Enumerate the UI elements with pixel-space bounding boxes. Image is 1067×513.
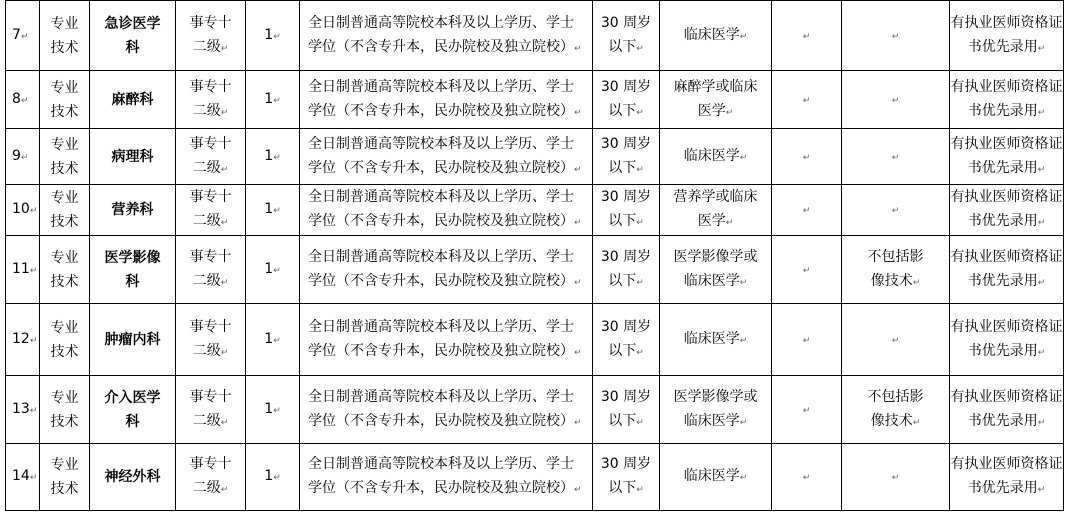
category-cell-line: 专业 [50, 389, 79, 406]
grade-cell [176, 376, 246, 444]
count-cell [246, 304, 300, 376]
paragraph-mark: ↵ [29, 335, 38, 346]
paragraph-mark: ↵ [574, 107, 582, 118]
major-cell [660, 71, 772, 129]
age-cell [593, 129, 660, 185]
grade-cell-line: 二级↵ [192, 480, 229, 496]
age-cell [593, 185, 660, 236]
education-cell-line: 全日制普通高等院校本科及以上学历、学士 [308, 14, 574, 31]
age-cell-line: 以下↵ [608, 342, 644, 359]
count-cell [246, 376, 300, 444]
education-cell-line: 学位（不含专升本，民办院校及独立院校）↵ [308, 213, 582, 229]
category-cell [40, 71, 90, 129]
department-cell-line: 急诊医学 [104, 15, 161, 32]
department-cell [90, 444, 176, 511]
education-cell-line: 全日制普通高等院校本科及以上学历、学士 [308, 388, 574, 405]
category-cell-line: 技术 [50, 103, 79, 120]
paragraph-mark: ↵ [220, 347, 229, 358]
count-cell [246, 129, 300, 185]
education-cell [300, 236, 593, 304]
paragraph-mark: ↵ [636, 485, 644, 495]
note-cell [950, 376, 1064, 444]
paragraph-mark: ↵ [1037, 347, 1046, 358]
grade-cell-line: 事专十 [189, 456, 232, 472]
count-text: 1 [264, 26, 274, 43]
extra-cell-1 [772, 304, 842, 376]
row-number-text: 7 [12, 26, 21, 43]
education-cell-line: 学位（不含专升本，民办院校及独立院校）↵ [308, 159, 582, 176]
note-cell [950, 444, 1064, 511]
extra-cell-2 [842, 185, 950, 236]
education-cell-line: 全日制普通高等院校本科及以上学历、学士 [308, 135, 574, 152]
table-row [6, 129, 1064, 185]
major-cell-line: 医学↵ [697, 102, 734, 119]
grade-cell-line: 事专十 [189, 189, 232, 205]
table-body [6, 1, 1064, 511]
paragraph-mark: ↵ [802, 473, 811, 483]
grade-cell-line: 二级↵ [192, 159, 229, 176]
major-cell [660, 444, 772, 511]
department-cell-line: 科 [125, 273, 140, 290]
count-text: 1 [264, 90, 274, 107]
paragraph-mark: ↵ [220, 485, 229, 495]
paragraph-mark: ↵ [20, 31, 29, 42]
paragraph-mark: ↵ [636, 417, 644, 428]
grade-cell-line: 二级↵ [192, 272, 229, 289]
education-cell-line: 全日制普通高等院校本科及以上学历、学士 [308, 78, 574, 95]
note-cell [950, 236, 1064, 304]
paragraph-mark: ↵ [220, 277, 229, 288]
paragraph-mark: ↵ [574, 277, 582, 288]
count-text: 1 [264, 468, 274, 484]
table-row [6, 1, 1064, 71]
note-cell-line: 书优先录用↵ [967, 213, 1046, 229]
education-cell [300, 185, 593, 236]
row-number-text: 14 [12, 468, 30, 484]
paragraph-mark: ↵ [29, 473, 38, 483]
department-cell [90, 376, 176, 444]
major-cell-line: 医学↵ [697, 213, 734, 229]
age-cell-line: 以下↵ [608, 213, 644, 229]
row-number [6, 185, 40, 236]
paragraph-mark: ↵ [29, 405, 38, 416]
major-cell-line: 临床医学↵ [683, 468, 748, 484]
count-text: 1 [264, 330, 274, 347]
major-cell-line: 临床医学↵ [683, 147, 748, 164]
row-number-text: 13 [12, 400, 30, 417]
paragraph-mark: ↵ [273, 206, 281, 216]
recruitment-table [5, 0, 1064, 511]
major-cell [660, 129, 772, 185]
paragraph-mark: ↵ [802, 265, 811, 276]
paragraph-mark: ↵ [891, 473, 900, 483]
category-cell-line: 技术 [50, 481, 79, 497]
department-cell-line: 科 [125, 39, 140, 56]
age-cell-line: 30 周岁 [600, 456, 652, 472]
count-cell [246, 1, 300, 71]
table-row [6, 304, 1064, 376]
grade-cell-line: 事专十 [189, 248, 232, 265]
row-number [6, 71, 40, 129]
paragraph-mark: ↵ [574, 417, 582, 428]
age-cell-line: 30 周岁 [600, 388, 652, 405]
age-cell [593, 236, 660, 304]
extra-cell-1 [772, 71, 842, 129]
grade-cell-line: 事专十 [189, 135, 232, 152]
department-cell-line: 营养科 [111, 202, 154, 218]
category-cell-line: 技术 [50, 413, 79, 430]
major-cell [660, 304, 772, 376]
paragraph-mark: ↵ [574, 164, 582, 175]
extra-cell-2 [842, 71, 950, 129]
paragraph-mark: ↵ [273, 152, 281, 163]
paragraph-mark: ↵ [891, 95, 900, 106]
extra-cell-1 [772, 236, 842, 304]
major-cell-line: 临床医学↵ [683, 272, 748, 289]
major-cell [660, 185, 772, 236]
paragraph-mark: ↵ [636, 347, 644, 358]
extra-cell-1 [772, 1, 842, 71]
paragraph-mark: ↵ [29, 265, 38, 276]
paragraph-mark: ↵ [739, 277, 748, 288]
grade-cell-line: 二级↵ [192, 38, 229, 55]
paragraph-mark: ↵ [739, 417, 748, 428]
paragraph-mark: ↵ [739, 152, 748, 163]
grade-cell [176, 304, 246, 376]
education-cell-line: 全日制普通高等院校本科及以上学历、学士 [308, 318, 574, 335]
grade-cell [176, 129, 246, 185]
category-cell-line: 技术 [50, 214, 79, 230]
major-cell-line: 营养学或临床 [673, 189, 758, 205]
paragraph-mark: ↵ [273, 95, 281, 106]
paragraph-mark: ↵ [891, 31, 900, 42]
paragraph-mark: ↵ [739, 31, 748, 42]
note-cell-line: 书优先录用↵ [967, 480, 1046, 496]
major-cell-line: 医学影像学或 [673, 388, 758, 405]
paragraph-mark: ↵ [574, 347, 582, 358]
education-cell-line: 全日制普通高等院校本科及以上学历、学士 [308, 456, 574, 472]
paragraph-mark: ↵ [802, 95, 811, 106]
count-cell [246, 185, 300, 236]
category-cell [40, 304, 90, 376]
category-cell-line: 技术 [50, 160, 79, 177]
paragraph-mark: ↵ [739, 473, 748, 483]
age-cell [593, 1, 660, 71]
row-number [6, 304, 40, 376]
table-row [6, 185, 1064, 236]
count-cell [246, 444, 300, 511]
education-cell-line: 全日制普通高等院校本科及以上学历、学士 [308, 189, 574, 205]
paragraph-mark: ↵ [220, 43, 229, 54]
education-cell [300, 304, 593, 376]
major-cell [660, 376, 772, 444]
education-cell-line: 学位（不含专升本，民办院校及独立院校）↵ [308, 412, 582, 429]
age-cell [593, 444, 660, 511]
extra-cell-2 [842, 444, 950, 511]
row-number [6, 1, 40, 71]
category-cell-line: 专业 [50, 190, 79, 206]
note-cell-line: 有执业医师资格证 [950, 78, 1063, 95]
paragraph-mark: ↵ [912, 417, 921, 428]
row-number-text: 10 [12, 201, 30, 217]
note-cell-line: 书优先录用↵ [967, 342, 1046, 359]
age-cell-line: 30 周岁 [600, 135, 652, 152]
category-cell [40, 129, 90, 185]
paragraph-mark: ↵ [636, 164, 644, 175]
age-cell-line: 以下↵ [608, 412, 644, 429]
note-cell-line: 有执业医师资格证 [950, 135, 1063, 152]
major-cell-line: 临床医学↵ [683, 412, 748, 429]
paragraph-mark: ↵ [220, 107, 229, 118]
major-cell [660, 1, 772, 71]
department-cell [90, 71, 176, 129]
grade-cell-line: 二级↵ [192, 342, 229, 359]
paragraph-mark: ↵ [739, 335, 748, 346]
paragraph-mark: ↵ [1037, 107, 1046, 118]
extra-cell-1 [772, 129, 842, 185]
category-cell-line: 专业 [50, 79, 79, 96]
education-cell [300, 444, 593, 511]
note-cell [950, 185, 1064, 236]
paragraph-mark: ↵ [725, 218, 734, 228]
age-cell-line: 30 周岁 [600, 189, 652, 205]
grade-cell-line: 事专十 [189, 388, 232, 405]
grade-cell [176, 71, 246, 129]
extra-cell-2-line: 不包括影 [867, 248, 924, 265]
grade-cell [176, 444, 246, 511]
extra-cell-1 [772, 376, 842, 444]
paragraph-mark: ↵ [1037, 417, 1046, 428]
age-cell-line: 以下↵ [608, 159, 644, 176]
age-cell-line: 以下↵ [608, 102, 644, 119]
paragraph-mark: ↵ [273, 265, 281, 276]
age-cell [593, 304, 660, 376]
department-cell [90, 185, 176, 236]
table-row [6, 71, 1064, 129]
paragraph-mark: ↵ [20, 95, 29, 106]
note-cell-line: 有执业医师资格证 [950, 14, 1063, 31]
age-cell-line: 30 周岁 [600, 248, 652, 265]
paragraph-mark: ↵ [802, 206, 811, 216]
paragraph-mark: ↵ [636, 218, 644, 228]
count-cell [246, 236, 300, 304]
note-cell-line: 有执业医师资格证 [950, 318, 1063, 335]
paragraph-mark: ↵ [273, 473, 281, 483]
paragraph-mark: ↵ [1037, 43, 1046, 54]
education-cell-line: 学位（不含专升本，民办院校及独立院校）↵ [308, 342, 582, 359]
department-cell-line: 麻醉科 [111, 91, 154, 108]
category-cell-line: 专业 [50, 15, 79, 32]
row-number [6, 444, 40, 511]
note-cell [950, 71, 1064, 129]
education-cell [300, 71, 593, 129]
education-cell-line: 学位（不含专升本，民办院校及独立院校）↵ [308, 102, 582, 119]
paragraph-mark: ↵ [802, 152, 811, 163]
count-text: 1 [264, 201, 274, 217]
age-cell-line: 30 周岁 [600, 78, 652, 95]
paragraph-mark: ↵ [725, 107, 734, 118]
paragraph-mark: ↵ [220, 218, 229, 228]
major-cell-line: 麻醉学或临床 [673, 78, 758, 95]
paragraph-mark: ↵ [912, 277, 921, 288]
extra-cell-2-line: 像技术↵ [870, 272, 921, 289]
row-number [6, 236, 40, 304]
age-cell-line: 以下↵ [608, 480, 644, 496]
category-cell [40, 236, 90, 304]
paragraph-mark: ↵ [273, 335, 281, 346]
count-text: 1 [264, 260, 274, 277]
paragraph-mark: ↵ [636, 43, 644, 54]
education-cell-line: 学位（不含专升本，民办院校及独立院校）↵ [308, 480, 582, 496]
extra-cell-2 [842, 236, 950, 304]
paragraph-mark: ↵ [891, 206, 900, 216]
department-cell-line: 病理科 [111, 148, 154, 165]
category-cell-line: 专业 [50, 457, 79, 473]
paragraph-mark: ↵ [574, 485, 582, 495]
row-number [6, 376, 40, 444]
note-cell-line: 书优先录用↵ [967, 272, 1046, 289]
department-cell [90, 304, 176, 376]
count-text: 1 [264, 400, 274, 417]
paragraph-mark: ↵ [636, 107, 644, 118]
category-cell-line: 专业 [50, 136, 79, 153]
department-cell-line: 肿瘤内科 [104, 331, 161, 348]
extra-cell-2 [842, 1, 950, 71]
grade-cell [176, 185, 246, 236]
extra-cell-2 [842, 376, 950, 444]
row-number-text: 9 [12, 147, 21, 164]
note-cell-line: 书优先录用↵ [967, 38, 1046, 55]
grade-cell-line: 二级↵ [192, 102, 229, 119]
note-cell-line: 书优先录用↵ [967, 159, 1046, 176]
paragraph-mark: ↵ [1037, 485, 1046, 495]
paragraph-mark: ↵ [273, 405, 281, 416]
row-number-text: 11 [12, 260, 30, 277]
paragraph-mark: ↵ [1037, 218, 1046, 228]
note-cell-line: 书优先录用↵ [967, 412, 1046, 429]
major-cell [660, 236, 772, 304]
category-cell-line: 技术 [50, 39, 79, 56]
grade-cell-line: 事专十 [189, 78, 232, 95]
note-cell-line: 有执业医师资格证 [950, 248, 1063, 265]
grade-cell-line: 二级↵ [192, 412, 229, 429]
note-cell [950, 304, 1064, 376]
age-cell-line: 以下↵ [608, 38, 644, 55]
category-cell [40, 376, 90, 444]
paragraph-mark: ↵ [891, 335, 900, 346]
paragraph-mark: ↵ [636, 277, 644, 288]
category-cell [40, 1, 90, 71]
education-cell [300, 129, 593, 185]
extra-cell-2 [842, 129, 950, 185]
count-cell [246, 71, 300, 129]
grade-cell-line: 事专十 [189, 14, 232, 31]
grade-cell-line: 二级↵ [192, 213, 229, 229]
department-cell-line: 介入医学 [104, 389, 161, 406]
extra-cell-2-line: 像技术↵ [870, 412, 921, 429]
category-cell-line: 技术 [50, 273, 79, 290]
age-cell-line: 以下↵ [608, 272, 644, 289]
education-cell [300, 1, 593, 71]
paragraph-mark: ↵ [802, 31, 811, 42]
row-number-text: 12 [12, 330, 30, 347]
paragraph-mark: ↵ [29, 206, 38, 216]
extra-cell-1 [772, 444, 842, 511]
note-cell-line: 有执业医师资格证 [950, 388, 1063, 405]
row-number-text: 8 [12, 90, 21, 107]
grade-cell [176, 236, 246, 304]
paragraph-mark: ↵ [20, 152, 29, 163]
paragraph-mark: ↵ [220, 164, 229, 175]
department-cell [90, 1, 176, 71]
major-cell-line: 医学影像学或 [673, 248, 758, 265]
extra-cell-2 [842, 304, 950, 376]
major-cell-line: 临床医学↵ [683, 26, 748, 43]
paragraph-mark: ↵ [1037, 277, 1046, 288]
education-cell-line: 全日制普通高等院校本科及以上学历、学士 [308, 248, 574, 265]
extra-cell-1 [772, 185, 842, 236]
education-cell-line: 学位（不含专升本，民办院校及独立院校）↵ [308, 272, 582, 289]
note-cell [950, 1, 1064, 71]
paragraph-mark: ↵ [802, 335, 811, 346]
note-cell-line: 书优先录用↵ [967, 102, 1046, 119]
paragraph-mark: ↵ [220, 417, 229, 428]
note-cell [950, 129, 1064, 185]
paragraph-mark: ↵ [574, 218, 582, 228]
department-cell-line: 神经外科 [104, 469, 161, 485]
category-cell [40, 185, 90, 236]
paragraph-mark: ↵ [574, 43, 582, 54]
education-cell [300, 376, 593, 444]
age-cell [593, 71, 660, 129]
category-cell-line: 专业 [50, 249, 79, 266]
note-cell-line: 有执业医师资格证 [950, 189, 1063, 205]
paragraph-mark: ↵ [802, 405, 811, 416]
table-row [6, 236, 1064, 304]
age-cell [593, 376, 660, 444]
grade-cell-line: 事专十 [189, 318, 232, 335]
category-cell-line: 专业 [50, 319, 79, 336]
row-number [6, 129, 40, 185]
department-cell [90, 236, 176, 304]
age-cell-line: 30 周岁 [600, 14, 652, 31]
count-text: 1 [264, 147, 274, 164]
major-cell-line: 临床医学↵ [683, 330, 748, 347]
table-row [6, 376, 1064, 444]
department-cell [90, 129, 176, 185]
table-row [6, 444, 1064, 511]
age-cell-line: 30 周岁 [600, 318, 652, 335]
education-cell-line: 学位（不含专升本，民办院校及独立院校）↵ [308, 38, 582, 55]
extra-cell-2-line: 不包括影 [867, 388, 924, 405]
department-cell-line: 医学影像 [104, 249, 161, 266]
department-cell-line: 科 [125, 413, 140, 430]
paragraph-mark: ↵ [1037, 164, 1046, 175]
category-cell [40, 444, 90, 511]
paragraph-mark: ↵ [891, 152, 900, 163]
paragraph-mark: ↵ [273, 31, 281, 42]
category-cell-line: 技术 [50, 343, 79, 360]
grade-cell [176, 1, 246, 71]
note-cell-line: 有执业医师资格证 [950, 456, 1063, 472]
